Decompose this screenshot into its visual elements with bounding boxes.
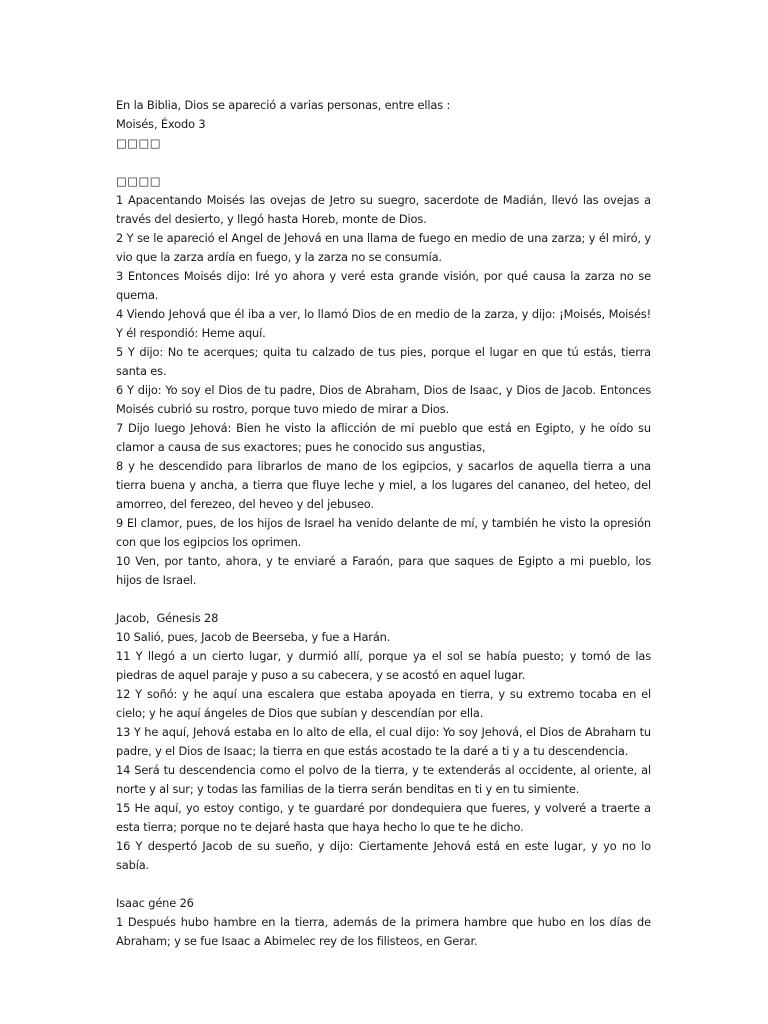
verse-paragraph: 14 Será tu descendencia como el polvo de la tierra, y te extenderás al occidente, al oriente, al norte y al sur; y todas las familias de la tierra serán benditas en ti y en tu simiente. xyxy=(116,763,651,796)
verse-paragraph: 2 Y se le apareció el Angel de Jehová en una llama de fuego en medio de una zarza; y él miró, y vio que la zarza ardía en fuego, y la zarza no se consumía. xyxy=(116,231,651,264)
blank-line xyxy=(116,875,651,894)
verse-paragraph: 15 He aquí, yo estoy contigo, y te guardaré por dondequiera que fueres, y volveré a traerte a esta tierra; porque no te dejaré hasta que haya hecho lo que te he dicho. xyxy=(116,801,651,834)
jacob-heading: Jacob, Génesis 28 xyxy=(116,611,219,625)
verse-paragraph: 10 Salió, pues, Jacob de Beerseba, y fue a Harán. xyxy=(116,630,391,644)
blank-line xyxy=(116,153,651,172)
verse-paragraph: 1 Después hubo hambre en la tierra, además de la primera hambre que hubo en los días de Abraham; y se fue Isaac a Abimelec rey de los filisteos, en Gerar. xyxy=(116,915,651,948)
placeholder-glyphs-1: □□□□ xyxy=(116,136,162,150)
moses-heading: Moisés, Éxodo 3 xyxy=(116,117,206,131)
verse-paragraph: 4 Viendo Jehová que él iba a ver, lo llamó Dios de en medio de la zarza, y dijo: ¡Moisés, Moisés! Y él respondió: Heme aquí. xyxy=(116,307,651,340)
verse-paragraph: 8 y he descendido para librarlos de mano de los egipcios, y sacarlos de aquella tierra a una tierra buena y ancha, a tierra que fluye leche y miel, a los lugares del cananeo, del heteo, del amorreo, del ferezeo, del heveo y del jebuseo. xyxy=(116,459,651,511)
verse-paragraph: 10 Ven, por tanto, ahora, y te enviaré a Faraón, para que saques de Egipto a mi pueblo, los hijos de Israel. xyxy=(116,554,651,587)
isaac-heading: Isaac géne 26 xyxy=(116,896,194,910)
verse-paragraph: 7 Dijo luego Jehová: Bien he visto la aflicción de mi pueblo que está en Egipto, y he oído su clamor a causa de sus exactores; pues he conocido sus angustias, xyxy=(116,421,651,454)
verse-paragraph: 12 Y soñó: y he aquí una escalera que estaba apoyada en tierra, y su extremo tocaba en el cielo; y he aquí ángeles de Dios que subían y descendían por ella. xyxy=(116,687,651,720)
verse-paragraph: 9 El clamor, pues, de los hijos de Israel ha venido delante de mí, y también he visto la opresión con que los egipcios los oprimen. xyxy=(116,516,651,549)
verse-paragraph: 16 Y despertó Jacob de su sueño, y dijo: Ciertamente Jehová está en este lugar, y yo no lo sabía. xyxy=(116,839,651,872)
document-page xyxy=(116,96,651,951)
intro-text: En la Biblia, Dios se apareció a varias personas, entre ellas : xyxy=(116,98,451,112)
verse-paragraph: 5 Y dijo: No te acerques; quita tu calzado de tus pies, porque el lugar en que tú estás, tierra santa es. xyxy=(116,345,651,378)
verse-paragraph: 1 Apacentando Moisés las ovejas de Jetro su suegro, sacerdote de Madián, llevó las ovejas a través del desierto, y llegó hasta Horeb, monte de Dios. xyxy=(116,193,651,226)
verse-paragraph: 6 Y dijo: Yo soy el Dios de tu padre, Dios de Abraham, Dios de Isaac, y Dios de Jacob. Entonces Moisés cubrió su rostro, porque tuvo miedo de mirar a Dios. xyxy=(116,383,651,416)
verse-paragraph: 3 Entonces Moisés dijo: Iré yo ahora y veré esta grande visión, por qué causa la zarza no se quema. xyxy=(116,269,651,302)
verse-paragraph: 11 Y llegó a un cierto lugar, y durmió allí, porque ya el sol se había puesto; y tomó de las piedras de aquel paraje y puso a su cabecera, y se acostó en aquel lugar. xyxy=(116,649,651,682)
placeholder-glyphs-2: □□□□ xyxy=(116,174,162,188)
blank-line xyxy=(116,590,651,609)
verse-paragraph: 13 Y he aquí, Jehová estaba en lo alto de ella, el cual dijo: Yo soy Jehová, el Dios de Abraham tu padre, y el Dios de Isaac; la tierra en que estás acostado te la daré a ti y a tu descendencia. xyxy=(116,725,651,758)
